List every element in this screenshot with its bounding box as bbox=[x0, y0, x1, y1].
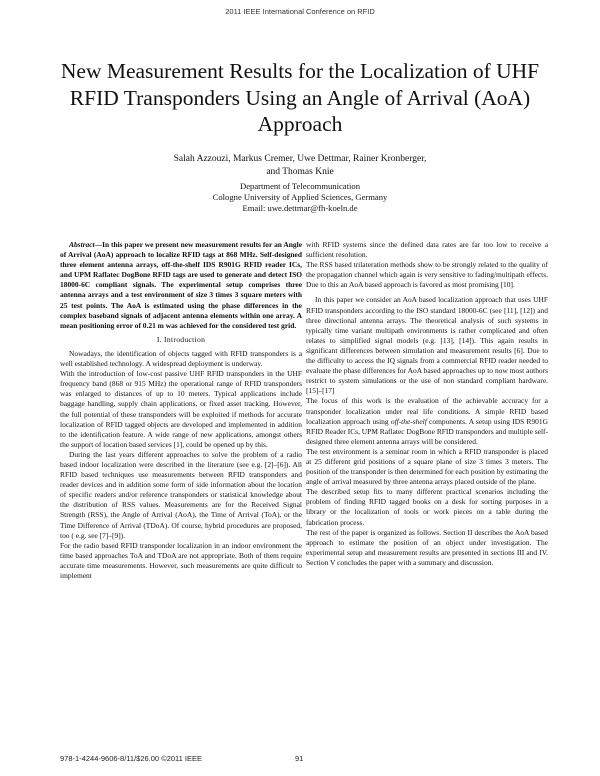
author-line-2: and Thomas Knie bbox=[266, 167, 334, 177]
author-line-1: Salah Azzouzi, Markus Cremer, Uwe Dettmar, Rainer Kronberger, bbox=[173, 154, 427, 164]
paragraph: Nowadays, the identification of objects tagged with RFID transponders is a well established technology. A widespread deployment is underway. bbox=[60, 348, 302, 369]
right-paragraphs-2 bbox=[306, 447, 548, 568]
affiliation bbox=[100, 181, 500, 214]
affiliation-email: Email: uwe.dettmar@fh-koeln.de bbox=[242, 203, 358, 213]
paragraph: The RSS based trilateration methods show to be strongly related to the quality of the propagation channel which again is very sensitive to fading/multipath effects. Due to this an AoA based approach is favored as most promising [10]. bbox=[306, 260, 548, 290]
abstract-dash: — bbox=[94, 240, 103, 249]
right-column bbox=[306, 240, 548, 568]
paragraph: With the introduction of low-cost passive UHF RFID transponders in the UHF frequency band (868 or 915 MHz) the operational range of RFID transponders was enlarged to distances of up to 10 meters. Typical applications include baggage handling, supply chain applications, or fixed asset tracking. However, the full potential of these transponders will be exploited if methods for accurate localization of RFID tagged objects are developed and implemented in addition to the identification feature. A wide range of new applications, amongst others the support of location based services [1], could be opened up by this. bbox=[60, 369, 302, 449]
paragraph: During the last years different approaches to solve the problem of a radio based indoor localization were described in the literature (see e.g. [2]–[6]). All RFID based techniques use measurements between RFID transponders and reader devices and in addition some form of side information about the location of specific readers and/or reference transponders or statistical knowledge about the distribution of RSS values. Measurements are for the Received Signal Strength (RSS), the Angle of Arrival (AoA), the Time of Arrival (ToA), or the Time Difference of Arrival (TDoA). Of course, hybrid procedures are proposed, too ( e.g. see [7]–[9]). bbox=[60, 449, 302, 540]
section-heading-introduction: I. Introduction bbox=[156, 334, 206, 344]
paragraph: with RFID systems since the defined data rates are far too low to receive a sufficient resolution. bbox=[306, 240, 548, 260]
paragraph: The described setup fits to many different practical scenarios including the problem of finding RFID tagged books on a desk for sorting purposes in a library or the localization of tools or work pieces on a table during the fabrication process. bbox=[306, 487, 548, 527]
paragraph: The rest of the paper is organized as follows. Section II describes the AoA based approach to estimate the position of an object under investigation. The experimental setup and measurement results are presented in sections III and IV. Section V concludes the paper with a summary and discussion. bbox=[306, 527, 548, 567]
focus-text-before: The focus of this work is the evaluation of the achievable accuracy for a transponder localization under real life conditions. A simple RFID based localization approach using bbox=[306, 396, 548, 426]
paragraph: For the radio based RFID transponder localization in an indoor environment the time based approaches ToA and TDoA are not appropriate. Both of them require accurate time measurements. However, such measurements are quite difficult to implement bbox=[60, 540, 302, 580]
right-paragraphs bbox=[306, 240, 548, 396]
focus-text-italic: off-the-shelf bbox=[390, 416, 427, 426]
paper-title: New Measurement Results for the Localization of UHF RFID Transponders Using an Angle of Arrival (AoA) Approach bbox=[60, 59, 540, 136]
focus-paragraph bbox=[306, 396, 548, 446]
footer-isbn: 978-1-4244-9606-8/11/$26.00 ©2011 IEEE bbox=[60, 754, 203, 763]
focus-text-after: components. A setup using IDS R901G RFID Reader ICs, UPM Raflatec DogBone RFID transponders and multiple self-designed three element antenna arrays will be considered. bbox=[306, 416, 548, 446]
author-list bbox=[100, 153, 500, 179]
paragraph: The test environment is a seminar room in which a RFID transponder is placed at 25 different grid positions of a square plane of size 3 times 3 meters. The position of the transponder is then determined for each position by estimating the angle of arrival measured by three antenna arrays placed outside of the plane. bbox=[306, 446, 548, 487]
affiliation-dept: Department of Telecommunication bbox=[240, 181, 360, 191]
abstract-text: In this paper we present new measurement results for an Angle of Arrival (AoA) approach to localize RFID tags at 868 MHz. Self-designed three element antenna arrays, off-the-shelf IDS R901G RFID reader ICs, and UPM Raflatec DogBone RFID tags are used to generate and detect ISO 18000-6C compliant signals. The experimental setup comprises three antenna arrays and a test environment of size 3 times 3 square meters with 25 test points. The AoA is estimated using the phase differences in the complex baseband signals of adjacent antenna elements within one array. A mean positioning error of 0.21 m was achieved for the considered test grid. bbox=[60, 240, 302, 330]
conference-header: 2011 IEEE International Conference on RFID bbox=[225, 7, 375, 16]
paragraph: In this paper we consider an AoA based localization approach that uses UHF RFID transponders according to the ISO standard 18000-6C (see [11], [12]) and three directional antenna arrays. The theoretical analysis of such systems in typically time variant multipath environments is rather complicated and often relates to simplified signal models (e.g. [13], [14]). This again results in significant differences between simulation and measurement results [6]. Due to the difficulty to access the IQ signals from a commercial RFID reader needed to evaluate the phase differences for AoA based approaches up to now most authors restrict to system simulations or the use of non standard compliant hardware. [15]–[17] bbox=[306, 295, 548, 396]
affiliation-university: Cologne University of Applied Sciences, Germany bbox=[212, 192, 388, 202]
page-number: 91 bbox=[295, 754, 304, 763]
left-paragraphs bbox=[60, 349, 302, 581]
abstract-lead: Abstract bbox=[69, 240, 95, 249]
left-column bbox=[60, 240, 302, 581]
abstract bbox=[60, 240, 302, 331]
